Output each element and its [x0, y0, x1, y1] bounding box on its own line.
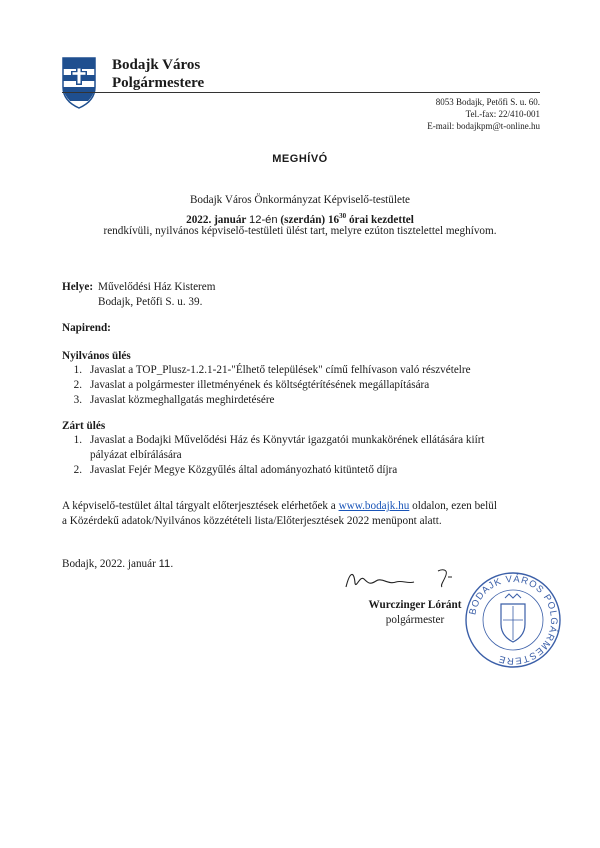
- signer-name: Wurczinger Lóránt: [368, 599, 462, 611]
- svg-text:BODAJK VÁROS POLGÁRMESTERE: BODAJK VÁROS POLGÁRMESTERE: [467, 573, 560, 667]
- note-line2: a Közérdekű adatok/Nyilvános közzétételi lista/Előterjesztések 2022 menüpont alatt.: [62, 515, 442, 527]
- note-text: oldalon, ezen belül: [412, 500, 497, 512]
- meeting-time-suffix: órai kezdettel: [348, 214, 414, 226]
- address: 8053 Bodajk, Petőfi S. u. 60.: [435, 97, 540, 107]
- meeting-time-minutes: 30: [339, 212, 347, 220]
- meeting-time: (szerdán) 16: [280, 214, 340, 226]
- list-item: Javaslat a polgármester illetményének és költségtérítésének megállapítására: [90, 379, 430, 391]
- page-title: MEGHÍVÓ: [272, 153, 328, 165]
- public-session-heading: Nyilvános ülés: [62, 350, 131, 362]
- date-line: [62, 557, 173, 572]
- org-name-line2: Polgármestere: [112, 75, 205, 91]
- list-item: Javaslat a Bodajki Művelődési Ház és Könyvtár igazgatói munkakörének ellátására kiírt: [90, 434, 485, 446]
- phone: Tel.-fax: 22/410-001: [465, 109, 540, 119]
- intro-line3: rendkívüli, nyilvános képviselő-testületi ülést tart, melyre ezúton tisztelettel meghívom.: [103, 225, 497, 237]
- location-line2: Bodajk, Petőfi S. u. 39.: [98, 296, 203, 308]
- date-text: Bodajk, 2022. január: [62, 558, 156, 570]
- official-stamp: [463, 570, 563, 670]
- intro-line1: Bodajk Város Önkormányzat Képviselő-testülete: [189, 194, 411, 206]
- list-item: Javaslat közmeghallgatás meghirdetésére: [90, 394, 275, 406]
- signer-role: polgármester: [385, 614, 445, 626]
- org-name-line1: Bodajk Város: [112, 57, 201, 73]
- location-line1: Művelődési Ház Kisterem: [98, 281, 216, 293]
- handwritten-signature: [342, 567, 460, 595]
- list-item: Javaslat a TOP_Plusz-1.2.1-21-"Élhető települések" című felhívason való részvételre: [90, 364, 471, 376]
- list-item-number: 2.: [73, 464, 82, 476]
- note-text: A képviselő-testület által tárgyalt előterjesztések elérhetőek a: [62, 500, 336, 512]
- coat-of-arms-icon: [62, 57, 96, 109]
- meeting-date: 2022. január: [186, 214, 247, 226]
- website-link[interactable]: www.bodajk.hu: [338, 500, 410, 512]
- closed-session-heading: Zárt ülés: [62, 420, 106, 432]
- agenda-heading: Napirend:: [62, 322, 111, 334]
- note-line1: [62, 499, 497, 514]
- list-item-number: 2.: [73, 379, 82, 391]
- header-divider: [62, 92, 540, 93]
- list-item-number: 3.: [73, 394, 82, 406]
- date-day: 11.: [158, 558, 174, 570]
- meeting-day: 12-én: [249, 214, 278, 226]
- list-item-continuation: pályázat elbírálására: [90, 449, 182, 461]
- location-label: Helye:: [62, 281, 94, 293]
- list-item-number: 1.: [73, 434, 82, 446]
- email: E-mail: bodajkpm@t-online.hu: [427, 121, 540, 131]
- list-item: Javaslat Fejér Megye Közgyűlés által adományozható kitüntető díjra: [90, 464, 398, 476]
- list-item-number: 1.: [73, 364, 82, 376]
